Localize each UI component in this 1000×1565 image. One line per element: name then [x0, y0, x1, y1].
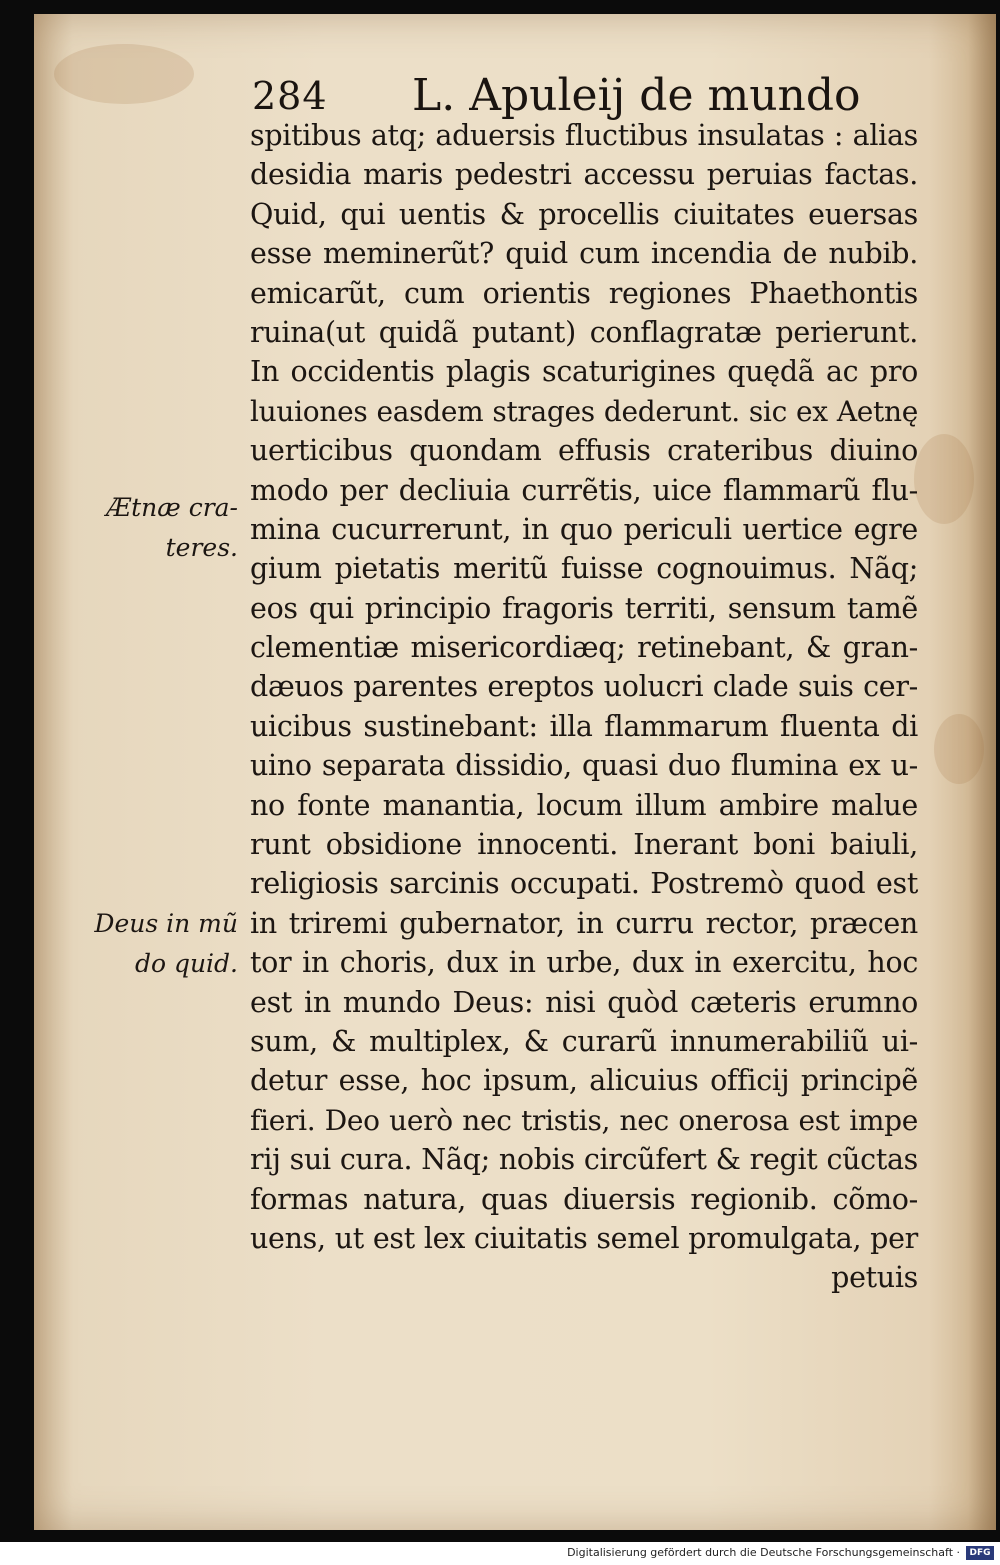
text-line: formas natura, quas diuersis regionib. cõmo- — [250, 1182, 918, 1216]
text-line: religiosis sarcinis occupati. Postremò quod est — [250, 867, 918, 901]
text-line: Quid, qui uentis & procellis ciuitates euersas — [250, 197, 918, 231]
text-line: in triremi gubernator, in curru rector, præcen — [250, 906, 918, 940]
text-line: rij sui cura. Nãq; nobis circũfert & regit cũctas — [250, 1143, 918, 1177]
text-line: mina cucurrerunt, in quo periculi uertice egre — [250, 512, 918, 546]
margin-note-line: teres. — [165, 533, 238, 562]
foxing-stain — [934, 714, 984, 784]
foxing-stain — [54, 44, 194, 104]
text-line: emicarũt, cum orientis regiones Phaethontis — [250, 276, 918, 310]
catchword: petuis — [831, 1261, 918, 1295]
text-line: fieri. Deo uerò nec tristis, nec onerosa est impe — [250, 1103, 918, 1137]
text-line: esse meminerũt? quid cum incendia de nubib. — [250, 237, 918, 271]
text-line: detur esse, hoc ipsum, alicuius officij principẽ — [250, 1064, 918, 1098]
text-line: ruina(ut quidã putant) conflagratæ perierunt. — [250, 315, 918, 349]
text-line: eos qui principio fragoris territi, sensum tamẽ — [250, 591, 918, 625]
running-head: L. Apuleij de mundo — [412, 70, 861, 121]
margin-note-deus — [78, 904, 238, 984]
text-line: sum, & multiplex, & curarũ innumerabiliũ ui- — [250, 1024, 918, 1058]
funding-credit: Digitalisierung gefördert durch die Deutsche Forschungsgemeinschaft · — [567, 1546, 960, 1559]
text-line: tor in choris, dux in urbe, dux in exercitu, hoc — [250, 946, 918, 980]
text-line: uerticibus quondam effusis crateribus diuino — [250, 434, 918, 468]
text-line: est in mundo Deus: nisi quòd cæteris erumno — [250, 985, 918, 1019]
digitization-footer — [0, 1542, 1000, 1565]
margin-note-line: do quid. — [134, 949, 238, 978]
foxing-stain — [914, 434, 974, 524]
page-number: 284 — [252, 74, 328, 118]
text-line: In occidentis plagis scaturigines quędã ac pro — [250, 355, 918, 389]
text-line: dæuos parentes ereptos uolucri clade suis cer- — [250, 670, 918, 704]
body-text — [250, 116, 918, 1298]
margin-note-line: Deus in mũ — [94, 909, 238, 938]
text-line: spitibus atq; aduersis fluctibus insulatas : alias — [250, 119, 918, 152]
text-line: uino separata dissidio, quasi duo flumina ex u- — [250, 749, 918, 783]
text-line: no fonte manantia, locum illum ambire malue — [250, 788, 918, 822]
text-line: gium pietatis meritũ fuisse cognouimus. Nãq; — [250, 552, 918, 586]
text-line: luuiones easdem strages dederunt. sic ex Aetnę — [250, 394, 918, 428]
dfg-logo: DFG — [966, 1546, 994, 1560]
margin-note-aetna — [78, 488, 238, 568]
text-line: clementiæ misericordiæq; retinebant, & gran- — [250, 631, 918, 665]
text-line: modo per decliuia currẽtis, uice flammarũ flu- — [250, 473, 918, 507]
text-line: uens, ut est lex ciuitatis semel promulgata, per — [250, 1221, 918, 1255]
text-line: uicibus sustinebant: illa flammarum fluenta di — [250, 709, 918, 743]
text-line: desidia maris pedestri accessu peruias factas. — [250, 158, 918, 192]
text-line: runt obsidione innocenti. Inerant boni baiuli, — [250, 828, 918, 862]
margin-note-line: Ætnæ cra- — [106, 493, 238, 522]
